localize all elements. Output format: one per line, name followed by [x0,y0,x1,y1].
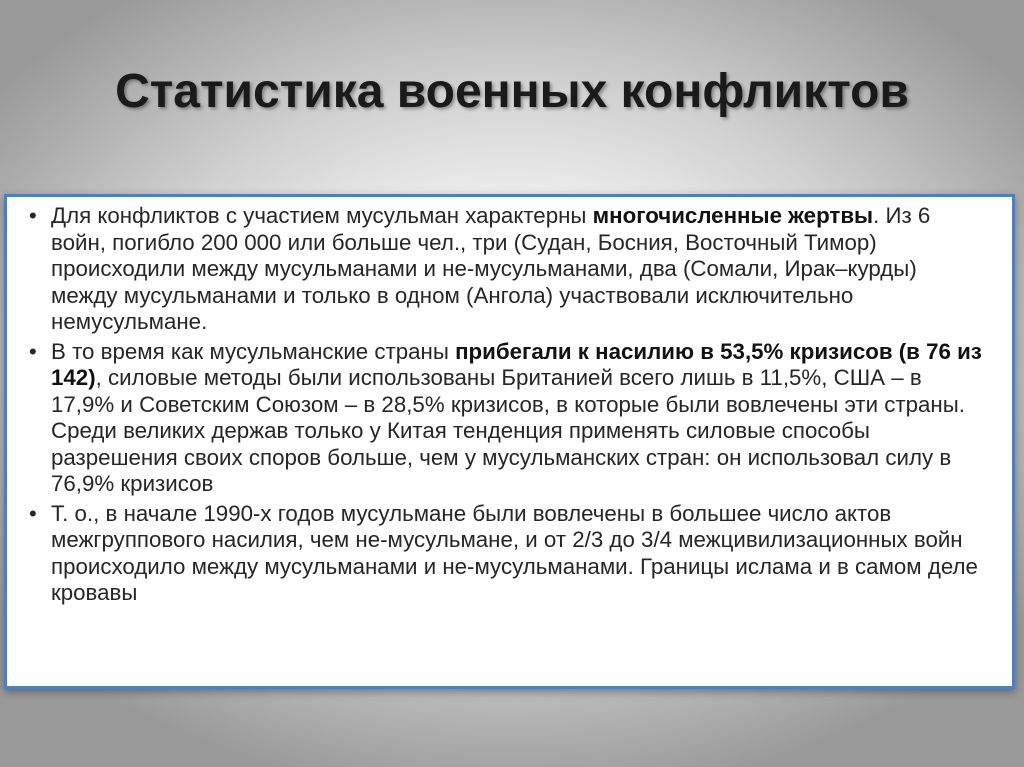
bullet-1-text-a: Для конфликтов с участием мусульман характерны [51,203,593,228]
bullet-2-emphasis: прибегали к насилию в 53,5% кризисов (в 76 из 142) [51,338,982,390]
bullet-item-2 [29,339,982,498]
bullet-3-text: Т. о., в начале 1990-х годов мусульмане были вовлечены в большее число актов межгруппового насилия, чем не-мусульмане, и от 2/3 до 3/4 межцивилизационных войн происходило между мусульманами и не-мусульманами. Границы ислама и в самом деле кровавы [51,500,978,605]
slide-title: Статистика военных конфликтов [115,65,909,118]
bullet-item-1 [29,203,982,336]
bullet-icon: • [29,500,37,526]
bullet-icon: • [29,338,37,364]
bullet-item-3 [29,501,982,607]
bullet-1-emphasis: многочисленные жертвы [592,203,874,228]
content-box [4,194,1015,689]
bullet-list [7,197,1012,607]
bullet-icon: • [29,203,37,228]
bullet-2-text-b: , силовые методы были использованы Британией всего лишь в 11,5%, США – в 17,9% и Советским Союзом – в 28,5% кризисов, в которые были вовлечены эти страны. Среди великих держав только у Китая тенденция применять силовые способы разрешения своих споров больше, чем у мусульманских стран: он использовал силу в 76,9% кризисов [51,365,965,496]
bullet-1-text-b: . Из 6 войн, погибло 200 000 или больше чел., три (Судан, Босния, Восточный Тимор) происходили между мусульманами и не-мусульманами, два (Сомали, Ирак–курды) между мусульманами и только в одном (Ангола) участвовали исключительно немусульмане. [51,203,931,334]
bullet-2-text-a: В то время как мусульманские страны [51,338,456,364]
